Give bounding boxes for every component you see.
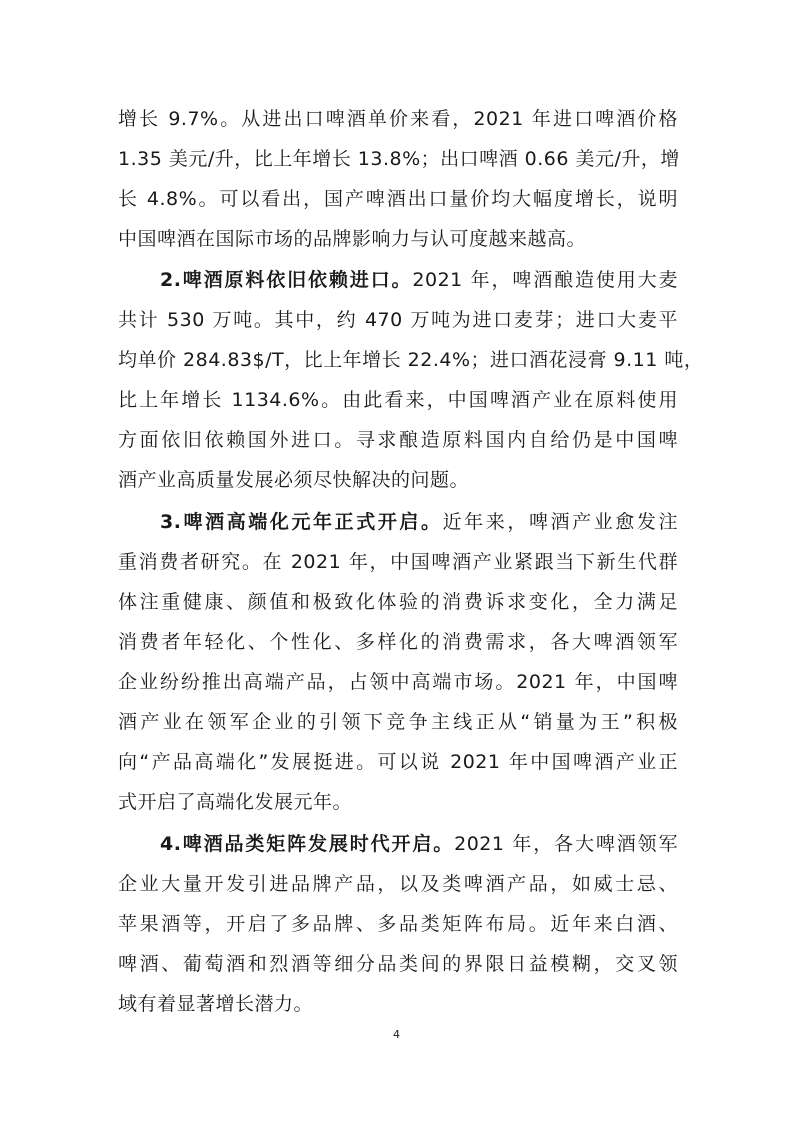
paragraph-3-line-5: 企业纷纷推出高端产品，占领中高端市场。2021 年，中国啤 bbox=[118, 671, 678, 693]
paragraph-1-line-3: 长 4.8%。可以看出，国产啤酒出口量价均大幅度增长，说明 bbox=[118, 188, 678, 210]
paragraph-3-line-4: 消费者年轻化、个性化、多样化的消费需求，各大啤酒领军 bbox=[118, 631, 678, 653]
paragraph-3-line-7: 向“产品高端化”发展挺进。可以说 2021 年中国啤酒产业正 bbox=[118, 751, 678, 773]
paragraph-4-line-2: 企业大量开发引进品牌产品，以及类啤酒产品，如威士忌、 bbox=[118, 873, 678, 895]
paragraph-4-line-5: 域有着显著增长潜力。 bbox=[118, 993, 314, 1015]
paragraph-2-line-1 bbox=[160, 268, 678, 292]
page-number: 4 bbox=[393, 1028, 400, 1041]
paragraph-1-line-4: 中国啤酒在国际市场的品牌影响力与认可度越来越高。 bbox=[118, 228, 587, 250]
paragraph-3-line-1 bbox=[160, 510, 678, 534]
paragraph-3-heading: 3.啤酒高端化元年正式开启。 bbox=[160, 511, 443, 533]
paragraph-2-heading: 2.啤酒原料依旧依赖进口。 bbox=[160, 269, 413, 291]
paragraph-3-line-2: 重消费者研究。在 2021 年，中国啤酒产业紧跟当下新生代群 bbox=[118, 551, 678, 573]
paragraph-2-line-6: 酒产业高质量发展必须尽快解决的问题。 bbox=[118, 469, 470, 491]
paragraph-2-line-4: 比上年增长 1134.6%。由此看来，中国啤酒产业在原料使用 bbox=[118, 389, 678, 411]
paragraph-1-line-1: 增长 9.7%。从进出口啤酒单价来看，2021 年进口啤酒价格 bbox=[118, 108, 678, 130]
paragraph-3-line-6: 酒产业在领军企业的引领下竞争主线正从“销量为王”积极 bbox=[118, 711, 678, 733]
paragraph-2-line-2: 共计 530 万吨。其中，约 470 万吨为进口麦芽；进口大麦平 bbox=[118, 309, 678, 331]
paragraph-4-heading: 4.啤酒品类矩阵发展时代开启。 bbox=[160, 833, 455, 855]
paragraph-4-line-1 bbox=[160, 832, 678, 856]
paragraph-1-line-2: 1.35 美元/升，比上年增长 13.8%；出口啤酒 0.66 美元/升，增 bbox=[118, 148, 680, 170]
paragraph-2-line-3: 均单价 284.83$/T，比上年增长 22.4%；进口酒花浸膏 9.11 吨， bbox=[118, 349, 704, 371]
paragraph-3-line-3: 体注重健康、颜值和极致化体验的消费诉求变化，全力满足 bbox=[118, 591, 678, 613]
paragraph-4-line-1-text: 2021 年，各大啤酒领军 bbox=[454, 833, 678, 855]
paragraph-4-line-3: 苹果酒等，开启了多品牌、多品类矩阵布局。近年来白酒、 bbox=[118, 913, 678, 935]
paragraph-4-line-4: 啤酒、葡萄酒和烈酒等细分品类间的界限日益模糊，交叉领 bbox=[118, 953, 678, 975]
paragraph-2-line-1-text: 2021 年，啤酒酿造使用大麦 bbox=[412, 269, 678, 291]
paragraph-3-line-1-text: 近年来，啤酒产业愈发注 bbox=[442, 511, 678, 533]
paragraph-2-line-5: 方面依旧依赖国外进口。寻求酿造原料国内自给仍是中国啤 bbox=[118, 429, 678, 451]
paragraph-3-line-8: 式开启了高端化发展元年。 bbox=[118, 791, 353, 813]
